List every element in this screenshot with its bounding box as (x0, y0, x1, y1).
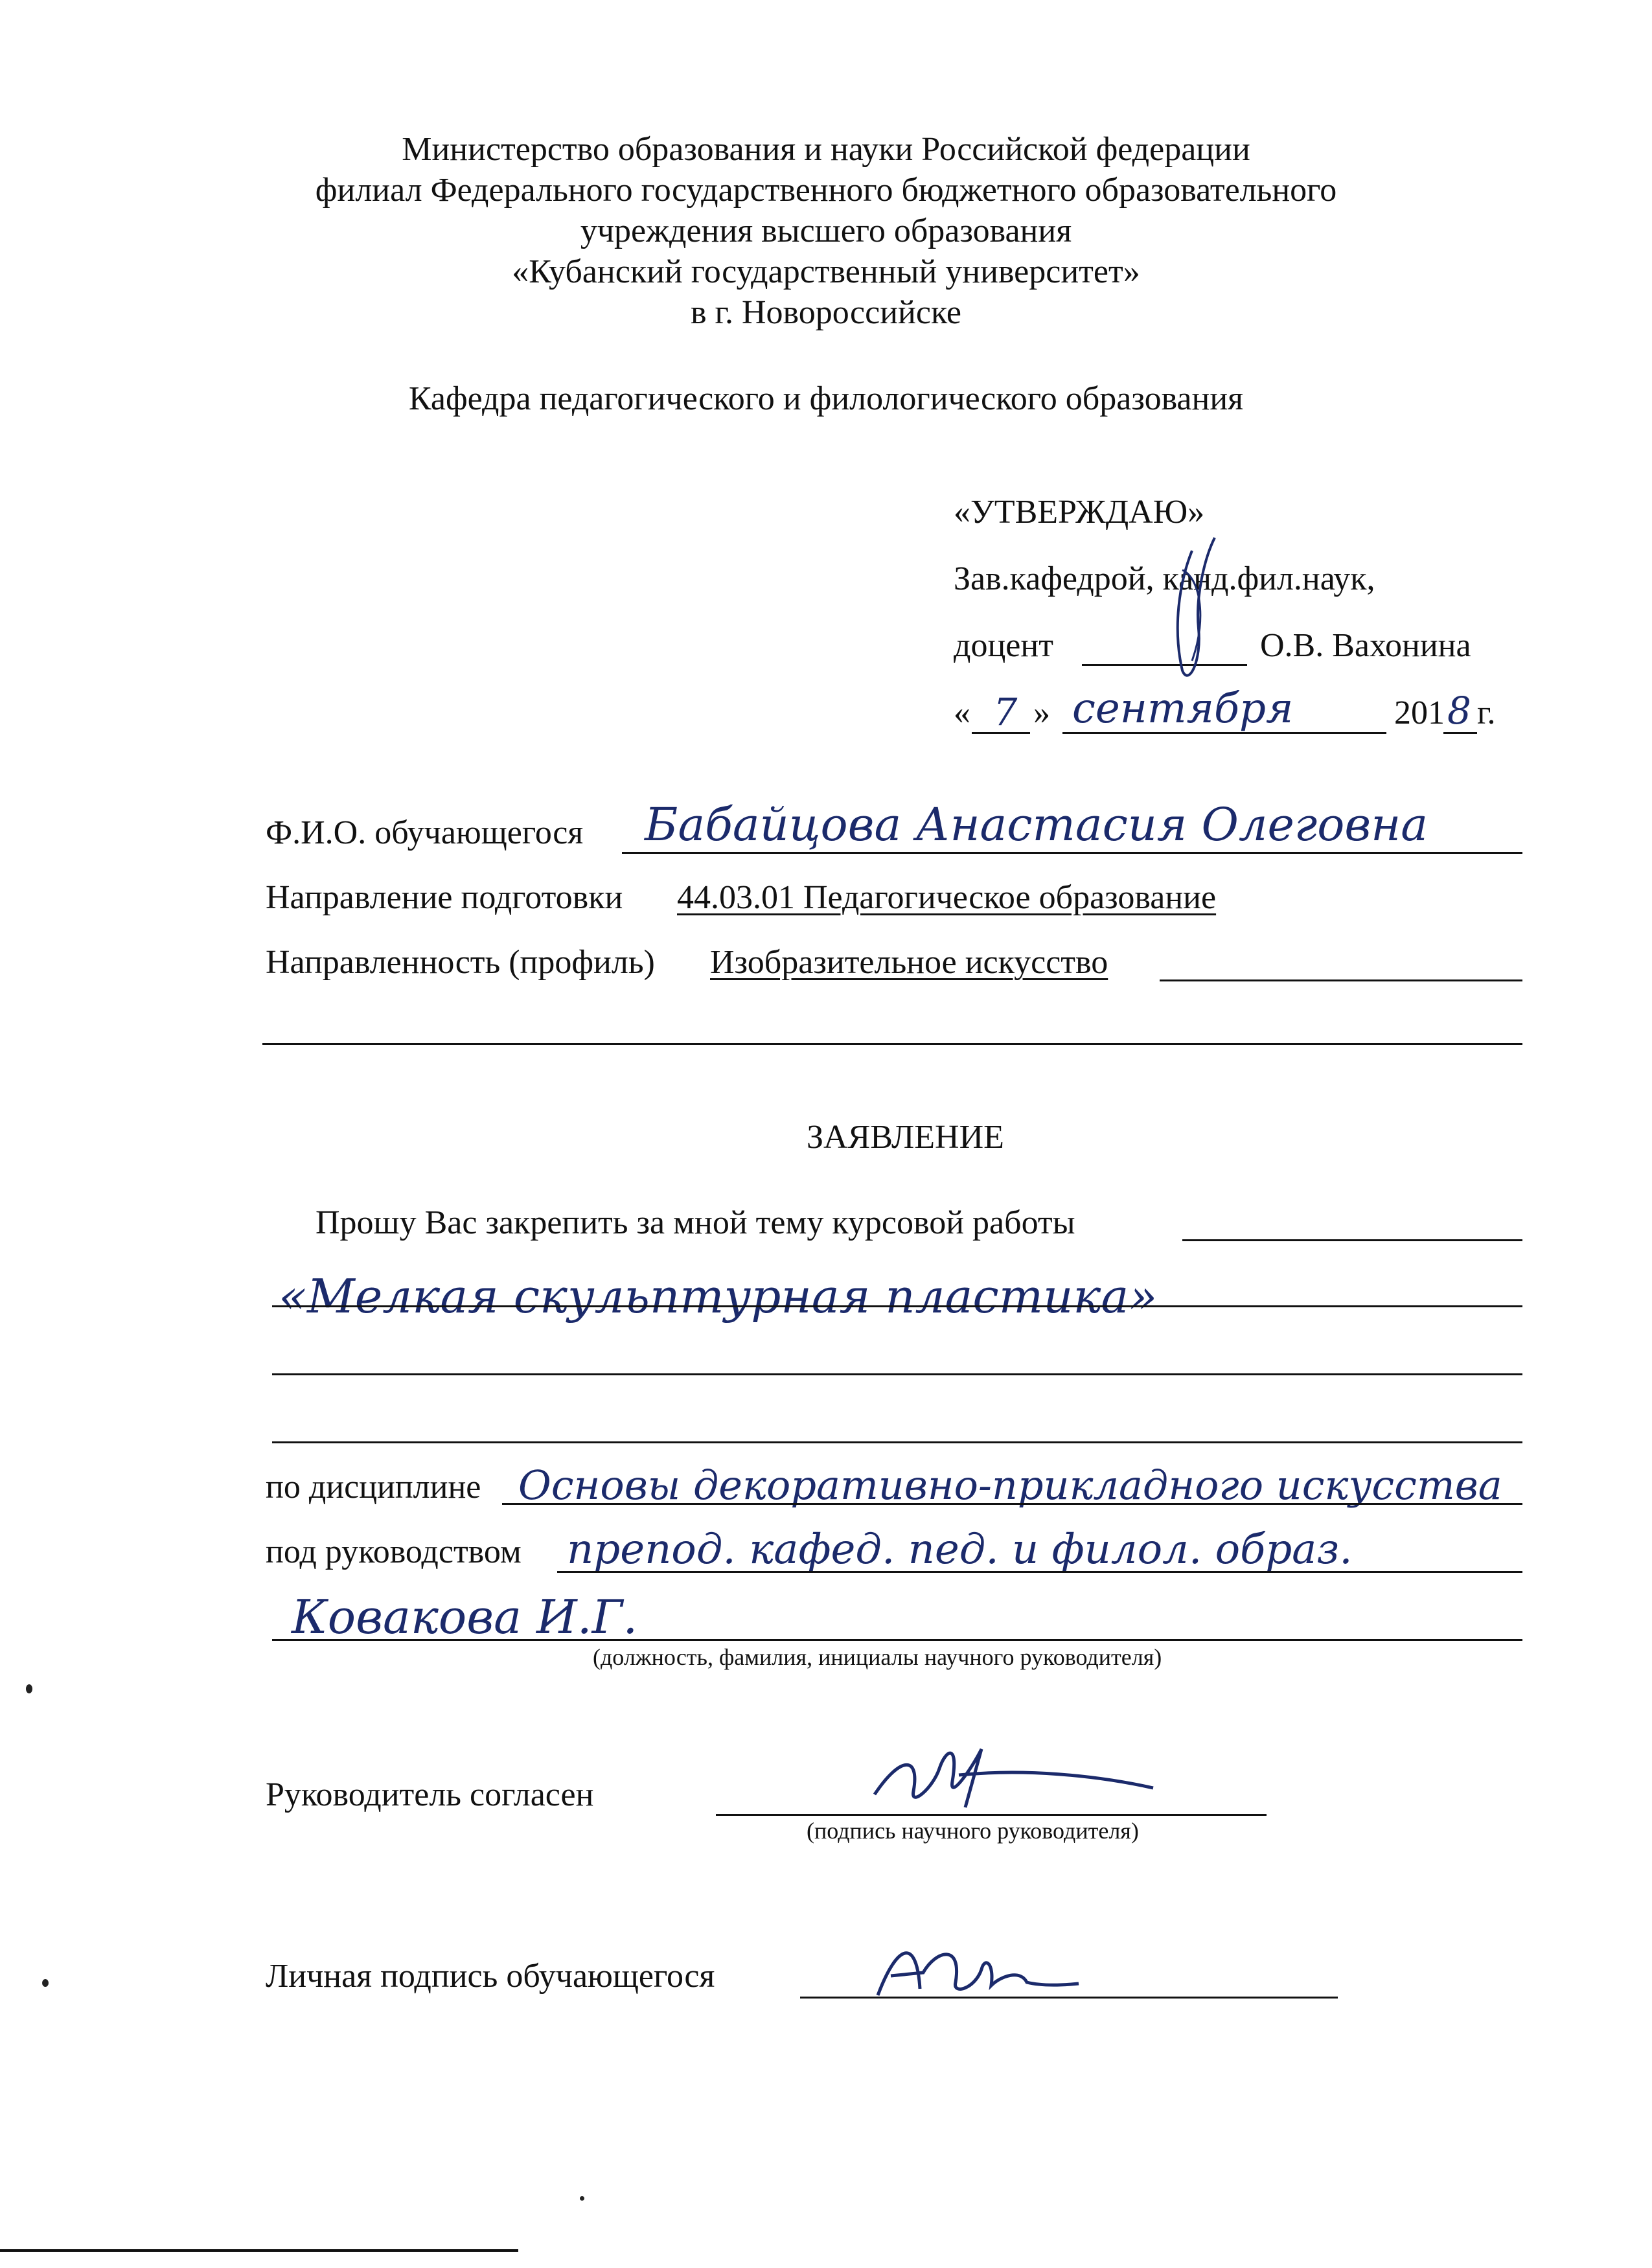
direction-label: Направление подготовки (266, 879, 623, 916)
supervisor-label: под руководством (266, 1533, 522, 1570)
approval-position: Зав.кафедрой, канд.фил.наук, (954, 560, 1375, 597)
ministry-line: Министерство образования и науки Российской федерации (402, 131, 1250, 168)
date-mid-quote: » (1033, 694, 1050, 731)
discipline-label: по дисциплине (266, 1469, 481, 1506)
scan-edge-line (0, 2249, 518, 2252)
date-month-line (1062, 732, 1386, 734)
supervisor-line-1 (557, 1571, 1522, 1573)
approval-title: «УТВЕРЖДАЮ» (954, 494, 1205, 531)
supervisor-caption: (должность, фамилия, инициалы научного руководителя) (593, 1644, 1162, 1670)
head-signature (1153, 531, 1231, 687)
discipline-value: Основы декоративно-прикладного искусства (518, 1461, 1502, 1509)
supervisor-value-2: Ковакова И.Г. (292, 1590, 638, 1644)
city-line: в г. Новороссийске (690, 294, 961, 331)
supervisor-value-1: препод. кафед. пед. и филол. образ. (567, 1526, 1353, 1574)
date-day-line (972, 732, 1030, 734)
profile-extra-line (262, 1043, 1522, 1045)
discipline-line (502, 1503, 1522, 1505)
profile-label: Направленность (профиль) (266, 944, 655, 981)
date-day: 7 (993, 690, 1018, 734)
date-month: сентября (1072, 685, 1294, 733)
date-year-line (1443, 732, 1477, 734)
scan-dot (42, 1979, 49, 1987)
date-open-quote: « (954, 694, 970, 731)
topic-line-1 (272, 1305, 1522, 1307)
scan-dot (580, 2196, 584, 2201)
approval-rank: доцент (954, 627, 1053, 664)
fio-value: Бабайцова Анастасия Олеговна (645, 798, 1428, 851)
date-year-suffix: г. (1477, 694, 1496, 731)
supervisor-line-2 (272, 1639, 1522, 1641)
topic-value: «Мелкая скульптурная пластика» (279, 1269, 1158, 1323)
fio-line (622, 852, 1522, 854)
scan-dot (26, 1684, 32, 1693)
profile-line (1160, 979, 1522, 981)
fio-label: Ф.И.О. обучающегося (266, 814, 584, 851)
institution-line: учреждения высшего образования (580, 212, 1072, 249)
student-signature-label: Личная подпись обучающегося (266, 1958, 715, 1995)
topic-line-3 (272, 1441, 1522, 1443)
direction-value: 44.03.01 Педагогическое образование (677, 879, 1217, 916)
topic-line-2 (272, 1373, 1522, 1375)
branch-line: филиал Федерального государственного бюджетного образовательного (315, 172, 1337, 209)
department-name: Кафедра педагогического и филологического образования (408, 380, 1244, 417)
approver-name: О.В. Вахонина (1260, 627, 1471, 664)
date-year-digit: 8 (1447, 689, 1471, 733)
request-line (1182, 1239, 1522, 1241)
university-name: «Кубанский государственный университет» (512, 253, 1140, 290)
profile-value: Изобразительное искусство (710, 944, 1108, 981)
request-text: Прошу Вас закрепить за мной тему курсовой работы (315, 1204, 1075, 1241)
statement-title: ЗАЯВЛЕНИЕ (807, 1119, 1004, 1156)
supervisor-signature (862, 1730, 1160, 1820)
supervisor-signature-caption: (подпись научного руководителя) (807, 1818, 1139, 1844)
date-year-prefix: 201 (1394, 694, 1445, 731)
student-signature (871, 1924, 1085, 2008)
supervisor-agree-label: Руководитель согласен (266, 1776, 594, 1813)
